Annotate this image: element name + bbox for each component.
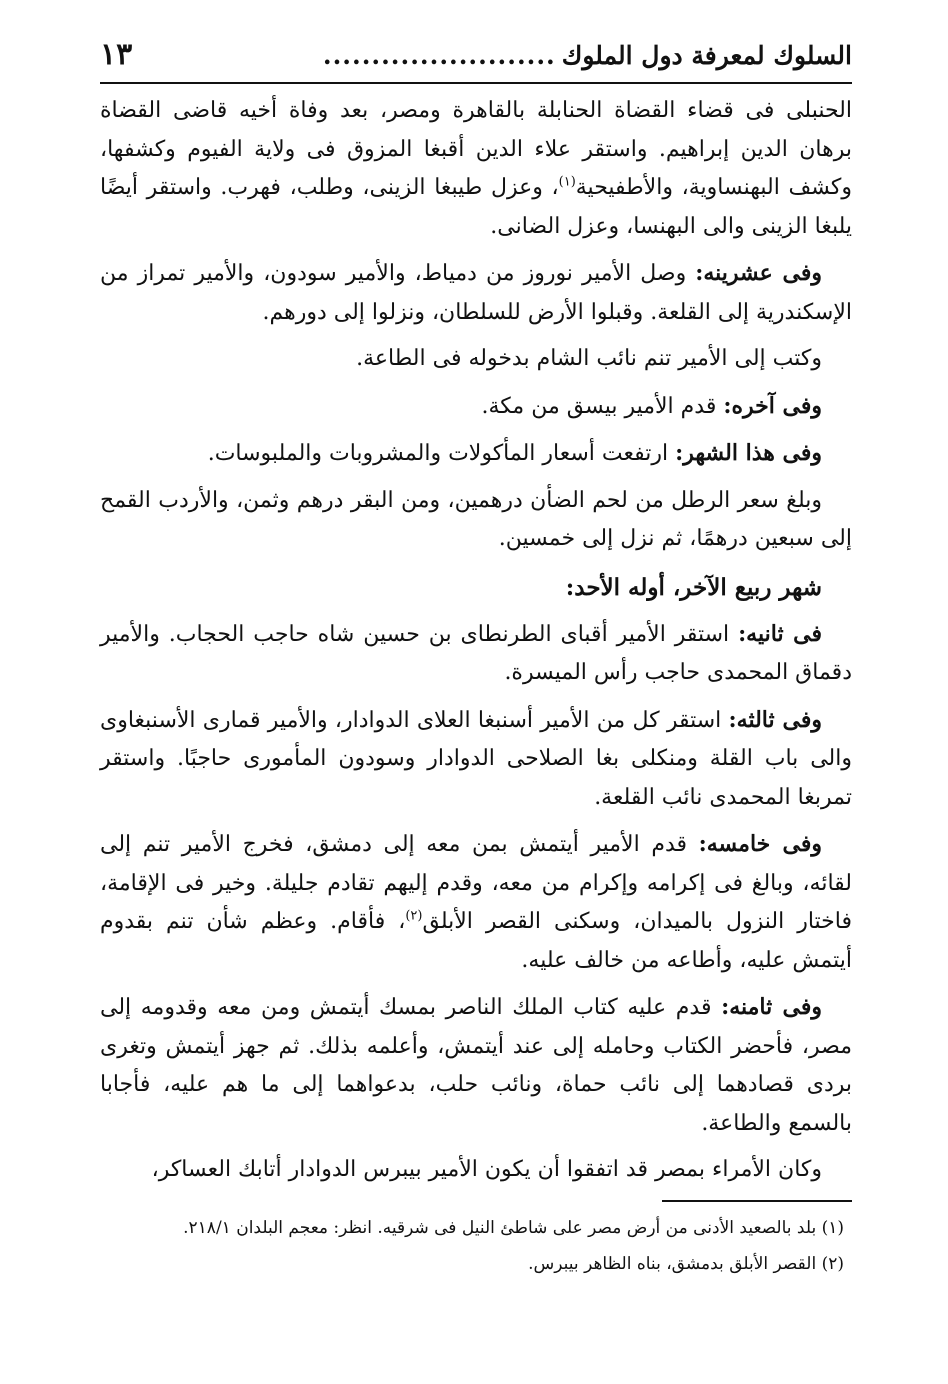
paragraph-5 — [100, 434, 852, 474]
date-lead: وفى ثالثه: — [728, 706, 822, 733]
paragraph-text: وبلغ سعر الرطل من لحم الضأن درهمين، ومن البقر درهم وثمن، والأردب القمح إلى سبعين درهمًا، ثم نزل إلى خمسين. — [100, 487, 852, 551]
paragraph-text: قدم الأمير بيسق من مكة. — [481, 393, 724, 419]
paragraph-text: استقر الأمير أقباى الطرنطاى بن حسين شاه حاجب الحجاب. والأمير دقماق المحمدى حاجب رأس الميسرة. — [100, 621, 852, 685]
paragraph-10 — [100, 988, 852, 1143]
date-lead: وفى هذا الشهر: — [675, 440, 822, 466]
paragraph-text: ارتفعت أسعار المأكولات والمشروبات والملبوسات. — [207, 441, 676, 466]
footnote-1: (١) بلد بالصعيد الأدنى من أرض مصر على شاطئ النيل فى شرقيه. انظر: معجم البلدان ٢١٨/١. — [183, 1217, 844, 1238]
date-lead: وفى خامسه: — [698, 831, 823, 857]
paragraph-3 — [100, 340, 852, 379]
paragraph-text: وكتب إلى الأمير تنم نائب الشام بدخوله فى الطاعة. — [356, 346, 822, 371]
month-heading: شهر ربيع الآخر، أوله الأحد: — [565, 573, 822, 601]
paragraph-9 — [100, 825, 852, 980]
paragraph-text: وصل الأمير نوروز من دمياط، والأمير سودون، والأمير تمراز من الإسكندرية إلى القلعة. وقبلوا الأرض للسلطان، ونزلوا إلى دورهم. — [100, 261, 852, 325]
footnote-separator — [662, 1200, 852, 1202]
date-lead: وفى آخره: — [723, 392, 822, 419]
paragraph-1 — [100, 92, 852, 246]
paragraph-text: الحنبلى فى قضاء القضاة الحنابلة بالقاهرة ومصر، بعد وفاة أخيه قاضى القضاة برهان الدين إبراهيم. واستقر علاء الدين أقبغا المزوق فى ولاية الفيوم وكشفها، وكشف البهنساوية، والأطفيحية — [100, 98, 852, 200]
paragraph-4 — [100, 387, 852, 427]
date-lead: وفى عشرينه: — [695, 260, 822, 286]
paragraph-tail: ، فأقام. وعظم شأن تنم بقدوم أيتمش عليه، وأطاعه من خالف عليه. — [100, 909, 852, 973]
paragraph-11 — [100, 1151, 852, 1190]
running-header — [100, 30, 852, 84]
date-lead: وفى ثامنه: — [721, 994, 822, 1020]
book-title: السلوك لمعرفة دول الملوك — [561, 41, 852, 70]
page-number: ١٣ — [100, 37, 133, 72]
paragraph-text: استقر كل من الأمير أسنبغا العلاى الدوادار، والأمير قمارى الأسنبغاوى والى باب القلة ومنكلى بغا الصلاحى الدوادار وسودون المأمورى حاجبًا. واستقر تمربغا المحمدى نائب القلعة. — [100, 707, 852, 810]
footnote-ref-2[interactable]: (٢) — [405, 908, 423, 924]
date-lead: فى ثانيه: — [738, 620, 822, 647]
footnote-ref-1[interactable]: (١) — [558, 174, 576, 190]
paragraph-text: وكان الأمراء بمصر قد اتفقوا أن يكون الأمير بيبرس الدوادار أتابك العساكر، — [151, 1157, 822, 1182]
footnote-2: (٢) القصر الأبلق بدمشق، بناه الظاهر بيبرس. — [528, 1253, 844, 1274]
leader-dots: ........................ — [322, 41, 556, 70]
paragraph-7 — [100, 615, 852, 693]
paragraph-text: قدم الأمير أيتمش بمن معه إلى دمشق، فخرج الأمير تنم إلى لقائه، وبالغ فى إكرامه وإكرام من معه، وقدم إليهم تقادم جليلة. وخير فى الإقامة، فاختار النزول بالميدان، وسكنى القصر الأبلق — [100, 832, 852, 934]
paragraph-text: قدم عليه كتاب الملك الناصر بمسك أيتمش ومن معه وقدومه إلى مصر، فأحضر الكتاب وحامله إلى عند أيتمش، وأعلمه بذلك. ثم جهز أيتمش وتغرى بردى قصادهما إلى نائب حماة، ونائب حلب، بدعواهما إلى ما هم عليه، فأجابا بالسمع والطاعة. — [100, 995, 852, 1136]
paragraph-tail: ، وعزل طيبغا الزينى، وطلب، فهرب. واستقر أيضًا يلبغا الزينى والى البهنسا، وعزل الضانى. — [100, 175, 852, 239]
paragraph-2 — [100, 254, 852, 332]
paragraph-6 — [100, 482, 852, 559]
paragraph-8 — [100, 701, 852, 818]
page-body — [100, 92, 852, 1280]
